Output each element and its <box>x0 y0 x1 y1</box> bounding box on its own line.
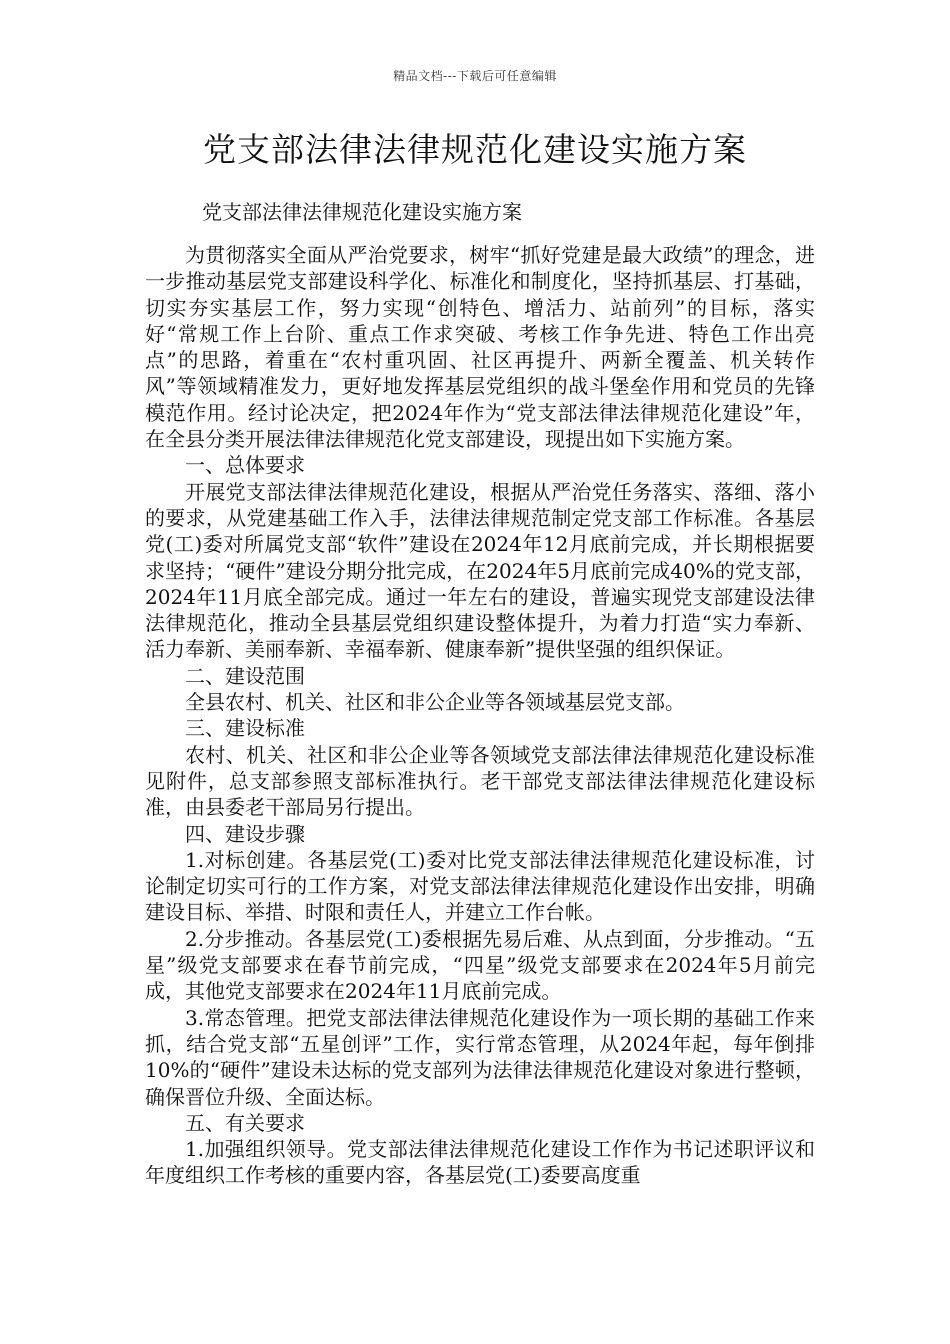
header-note: 精品文档---下载后可任意编辑 <box>393 69 557 83</box>
document-subtitle: 党支部法律法律规范化建设实施方案 <box>202 200 522 224</box>
paragraph-requirement-1: 1.加强组织领导。党支部法律法律规范化建设工作作为书记述职评议和年度组织工作考核的重要内容，各基层党(工)委要高度重 <box>145 1137 815 1188</box>
document-title: 党支部法律法律规范化建设实施方案 <box>203 130 747 169</box>
document-body <box>145 242 815 1189</box>
paragraph-step-2: 2.分步推动。各基层党(工)委根据先易后难、从点到面，分步推动。“五星”级党支部要求在春节前完成，“四星”级党支部要求在2024年5月前完成，其他党支部要求在2024年11月底前完成。 <box>145 926 815 1004</box>
intro-paragraph: 为贯彻落实全面从严治党要求，树牢“抓好党建是最大政绩”的理念，进一步推动基层党支部建设科学化、标准化和制度化，坚持抓基层、打基础，切实夯实基层工作，努力实现“创特色、增活力、站前列”的目标，落实好“常规工作上台阶、重点工作求突破、考核工作争先进、特色工作出亮点”的思路，着重在“农村重巩固、社区再提升、两新全覆盖、机关转作风”等领域精准发力，更好地发挥基层党组织的战斗堡垒作用和党员的先锋模范作用。经讨论决定，把2024年作为“党支部法律法律规范化建设”年，在全县分类开展法律法律规范化党支部建设，现提出如下实施方案。 <box>145 243 815 452</box>
section-heading-general: 一、总体要求 <box>185 453 305 478</box>
section-heading-standards: 三、建设标准 <box>185 716 305 741</box>
paragraph-general-requirements: 开展党支部法律法律规范化建设，根据从严治党任务落实、落细、落小的要求，从党建基础工作入手，法律法律规范制定党支部工作标准。各基层党(工)委对所属党支部“软件”建设在2024年12月底前完成，并长期根据要求坚持；“硬件”建设分期分批完成，在2024年5月底前完成40%的党支部，2024年11月底全部完成。通过一年左右的建设，普遍实现党支部建设法律法律规范化，推动全县基层党组织建设整体提升，为着力打造“实力奉新、活力奉新、美丽奉新、幸福奉新、健康奉新”提供坚强的组织保证。 <box>145 479 815 662</box>
paragraph-scope: 全县农村、机关、社区和非公企业等各领域基层党支部。 <box>185 690 685 715</box>
section-heading-steps: 四、建设步骤 <box>185 821 305 846</box>
paragraph-step-1: 1.对标创建。各基层党(工)委对比党支部法律法律规范化建设标准，讨论制定切实可行的工作方案，对党支部法律法律规范化建设作出安排，明确建设目标、举措、时限和责任人，并建立工作台帐。 <box>145 847 815 925</box>
paragraph-step-3: 3.常态管理。把党支部法律法律规范化建设作为一项长期的基础工作来抓，结合党支部“五星创评”工作，实行常态管理，从2024年起，每年倒排10%的“硬件”建设未达标的党支部列为法律法律规范化建设对象进行整顿，确保晋位升级、全面达标。 <box>145 1005 815 1109</box>
section-heading-scope: 二、建设范围 <box>185 663 305 688</box>
paragraph-standards: 农村、机关、社区和非公企业等各领域党支部法律法律规范化建设标准见附件，总支部参照支部标准执行。老干部党支部法律法律规范化建设标准，由县委老干部局另行提出。 <box>145 742 815 820</box>
section-heading-requirements: 五、有关要求 <box>185 1110 305 1135</box>
